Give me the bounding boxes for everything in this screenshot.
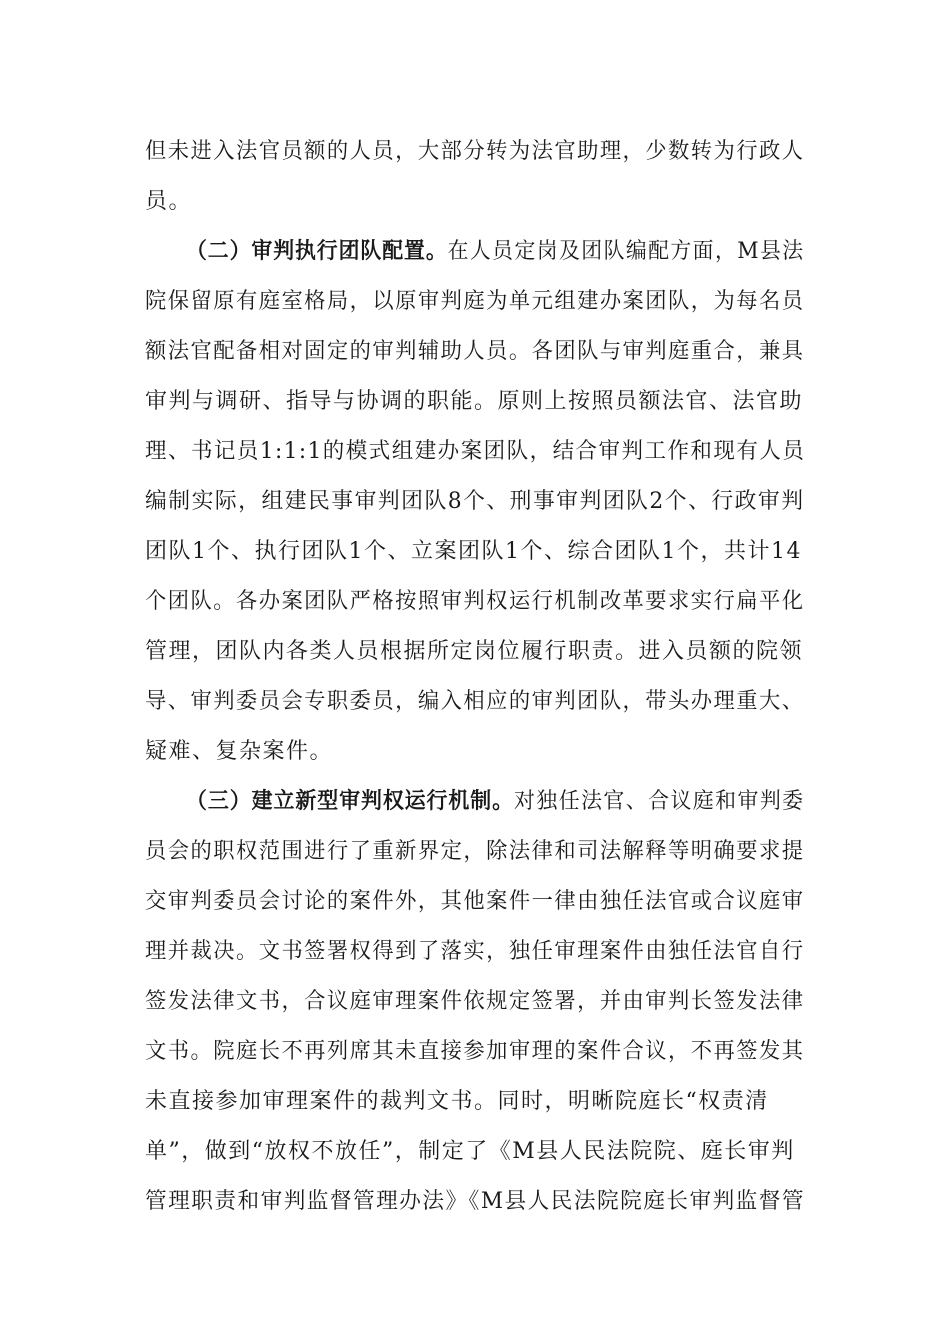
paragraph-2-line-7: 团队1个、执行团队1个、立案团队1个、综合团队1个，共计14 xyxy=(145,539,802,564)
paragraph-3-line-9: 管理职责和审判监督管理办法》《M县人民法院院庭长审判监督管 xyxy=(145,1189,806,1214)
paragraph-1-line-2: 员。 xyxy=(145,189,193,214)
paragraph-3-line-3: 交审判委员会讨论的案件外，其他案件一律由独任法官或合议庭审 xyxy=(145,889,805,914)
paragraph-2-line-9: 管理，团队内各类人员根据所定岗位履行职责。进入员额的院领 xyxy=(145,639,804,664)
paragraph-2-line-6: 编制实际，组建民事审判团队8个、刑事审判团队2个、行政审判 xyxy=(145,489,805,514)
paragraph-1-line-1: 但未进入法官员额的人员，大部分转为法官助理，少数转为行政人 xyxy=(145,139,805,164)
paragraph-2-line-5: 理、书记员1:1:1的模式组建办案团队，结合审判工作和现有人员 xyxy=(145,439,806,464)
paragraph-2-line-8: 个团队。各办案团队严格按照审判权运行机制改革要求实行扁平化 xyxy=(145,589,805,614)
paragraph-2-line-2: 院保留原有庭室格局，以原审判庭为单元组建办案团队，为每名员 xyxy=(145,289,805,314)
paragraph-3-line-5: 签发法律文书，合议庭审理案件依规定签署，并由审判长签发法律 xyxy=(145,989,805,1014)
paragraph-2-line-4: 审判与调研、指导与协调的职能。原则上按照员额法官、法官助 xyxy=(145,389,804,414)
paragraph-2-line-3: 额法官配备相对固定的审判辅助人员。各团队与审判庭重合，兼具 xyxy=(145,339,805,364)
paragraph-2-line-10: 导、审判委员会专职委员，编入相应的审判团队，带头办理重大、 xyxy=(145,689,805,714)
paragraph-3-line-4: 理并裁决。文书签署权得到了落实，独任审理案件由独任法官自行 xyxy=(145,939,805,964)
section-heading-3: （三）建立新型审判权运行机制。 xyxy=(186,789,515,814)
section-heading-2: （二）审判执行团队配置。 xyxy=(186,239,448,264)
paragraph-2-line-11: 疑难、复杂案件。 xyxy=(145,739,334,764)
paragraph-2-line-1-text: 在人员定岗及团队编配方面，M县法 xyxy=(447,239,805,264)
paragraph-3-line-2: 员会的职权范围进行了重新界定，除法律和司法解释等明确要求提 xyxy=(145,839,805,864)
paragraph-3-line-1-text: 对独任法官、合议庭和审判委 xyxy=(514,789,805,814)
paragraph-3-line-8: 单”，做到“放权不放任”，制定了《M县人民法院院、庭长审判 xyxy=(145,1139,795,1164)
paragraph-3-line-6: 文书。院庭长不再列席其未直接参加审理的案件合议，不再签发其 xyxy=(145,1039,805,1064)
paragraph-2-line-1 xyxy=(186,237,805,267)
paragraph-3-line-1 xyxy=(186,787,805,817)
paragraph-3-line-7: 未直接参加审理案件的裁判文书。同时，明晰院庭长“权责清 xyxy=(145,1089,769,1114)
